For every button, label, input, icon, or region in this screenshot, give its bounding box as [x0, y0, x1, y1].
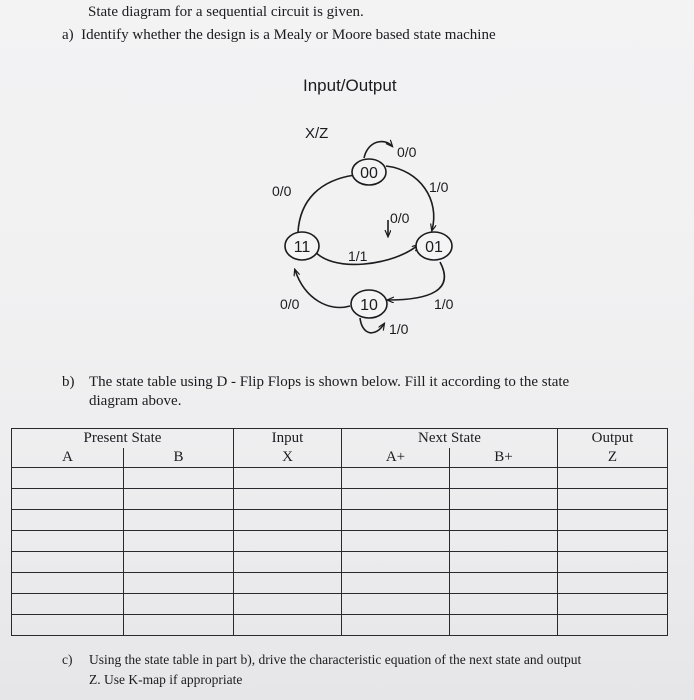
table-cell[interactable] — [12, 594, 124, 615]
part-c-line2: Z. Use K-map if appropriate — [89, 672, 243, 687]
table-cell[interactable] — [450, 594, 558, 615]
diagram-legend: X/Z — [305, 125, 329, 142]
table-cell[interactable] — [558, 594, 668, 615]
label-01-to-11: 0/0 — [390, 210, 410, 226]
table-cell[interactable] — [342, 552, 450, 573]
table-cell[interactable] — [558, 468, 668, 489]
part-b-question — [62, 373, 569, 411]
state-11-label: 11 — [293, 239, 311, 256]
table-cell[interactable] — [450, 510, 558, 531]
table-cell[interactable] — [124, 531, 234, 552]
state-table — [11, 428, 668, 636]
subheader-b: B — [124, 448, 234, 468]
table-cell[interactable] — [342, 594, 450, 615]
state-01-label: 01 — [425, 239, 443, 256]
table-body — [12, 468, 668, 636]
table-row — [12, 615, 668, 636]
table-row — [12, 552, 668, 573]
label-01-to-10: 1/0 — [434, 296, 454, 312]
table-cell[interactable] — [12, 510, 124, 531]
table-cell[interactable] — [450, 468, 558, 489]
header-output: Output — [558, 429, 668, 449]
part-a-text: Identify whether the design is a Mealy or Moore based state machine — [81, 27, 496, 43]
label-11-self: 0/0 — [272, 183, 292, 199]
table-cell[interactable] — [124, 489, 234, 510]
table-cell[interactable] — [12, 531, 124, 552]
table-cell[interactable] — [558, 615, 668, 636]
question-title: State diagram for a sequential circuit is given. — [88, 4, 364, 20]
table-cell[interactable] — [450, 615, 558, 636]
edge-01-to-10 — [388, 262, 444, 300]
header-present-state: Present State — [12, 429, 234, 449]
part-b-label: b) — [62, 374, 75, 390]
table-cell[interactable] — [234, 510, 342, 531]
table-cell[interactable] — [342, 531, 450, 552]
table-cell[interactable] — [234, 573, 342, 594]
table-cell[interactable] — [558, 489, 668, 510]
table-cell[interactable] — [450, 573, 558, 594]
table-row — [12, 573, 668, 594]
table-cell[interactable] — [342, 468, 450, 489]
part-c-label: c) — [62, 652, 73, 667]
table-cell[interactable] — [234, 615, 342, 636]
subheader-a: A — [12, 448, 124, 468]
subheader-z: Z — [558, 448, 668, 468]
table-cell[interactable] — [558, 531, 668, 552]
label-00-self: 0/0 — [397, 144, 417, 160]
part-c-line1: Using the state table in part b), drive the characteristic equation of the next state and output — [89, 652, 582, 667]
label-10-self: 1/0 — [389, 321, 409, 337]
state-00-label: 00 — [360, 165, 378, 182]
table-row — [12, 594, 668, 615]
label-00-to-01: 1/0 — [429, 179, 449, 195]
table-row — [12, 510, 668, 531]
table-cell[interactable] — [12, 468, 124, 489]
table-cell[interactable] — [124, 468, 234, 489]
table-cell[interactable] — [124, 510, 234, 531]
table-cell[interactable] — [342, 510, 450, 531]
part-a-label: a) — [62, 27, 74, 43]
label-11-to-01: 1/1 — [348, 248, 368, 264]
table-cell[interactable] — [342, 615, 450, 636]
table-cell[interactable] — [342, 573, 450, 594]
table-cell[interactable] — [450, 489, 558, 510]
label-10-to-11: 0/0 — [280, 296, 300, 312]
table-cell[interactable] — [558, 510, 668, 531]
table-cell[interactable] — [124, 594, 234, 615]
subheader-a-next: A+ — [342, 448, 450, 468]
subheader-b-next: B+ — [450, 448, 558, 468]
table-row — [12, 489, 668, 510]
table-row — [12, 531, 668, 552]
table-cell[interactable] — [124, 615, 234, 636]
table-cell[interactable] — [12, 552, 124, 573]
diagram-heading: Input/Output — [303, 76, 397, 95]
state-10-label: 10 — [360, 297, 378, 314]
table-cell[interactable] — [12, 573, 124, 594]
table-cell[interactable] — [124, 573, 234, 594]
edge-00-self — [364, 142, 392, 158]
table-cell[interactable] — [12, 489, 124, 510]
table-cell[interactable] — [124, 552, 234, 573]
part-c-question — [62, 650, 581, 690]
table-cell[interactable] — [342, 489, 450, 510]
table-cell[interactable] — [450, 552, 558, 573]
table-cell[interactable] — [234, 552, 342, 573]
table-cell[interactable] — [234, 531, 342, 552]
table-cell[interactable] — [234, 489, 342, 510]
subheader-x: X — [234, 448, 342, 468]
part-b-line1: The state table using D - Flip Flops is shown below. Fill it according to the state — [89, 374, 570, 390]
edge-00-to-11 — [298, 175, 355, 232]
header-input: Input — [234, 429, 342, 449]
part-b-line2: diagram above. — [89, 393, 182, 409]
edge-10-to-11 — [295, 270, 350, 308]
table-cell[interactable] — [558, 552, 668, 573]
table-cell[interactable] — [450, 531, 558, 552]
table-cell[interactable] — [234, 594, 342, 615]
edge-10-self — [360, 318, 384, 333]
header-next-state: Next State — [342, 429, 558, 449]
table-cell[interactable] — [234, 468, 342, 489]
table-cell[interactable] — [558, 573, 668, 594]
table-row — [12, 468, 668, 489]
table-cell[interactable] — [12, 615, 124, 636]
